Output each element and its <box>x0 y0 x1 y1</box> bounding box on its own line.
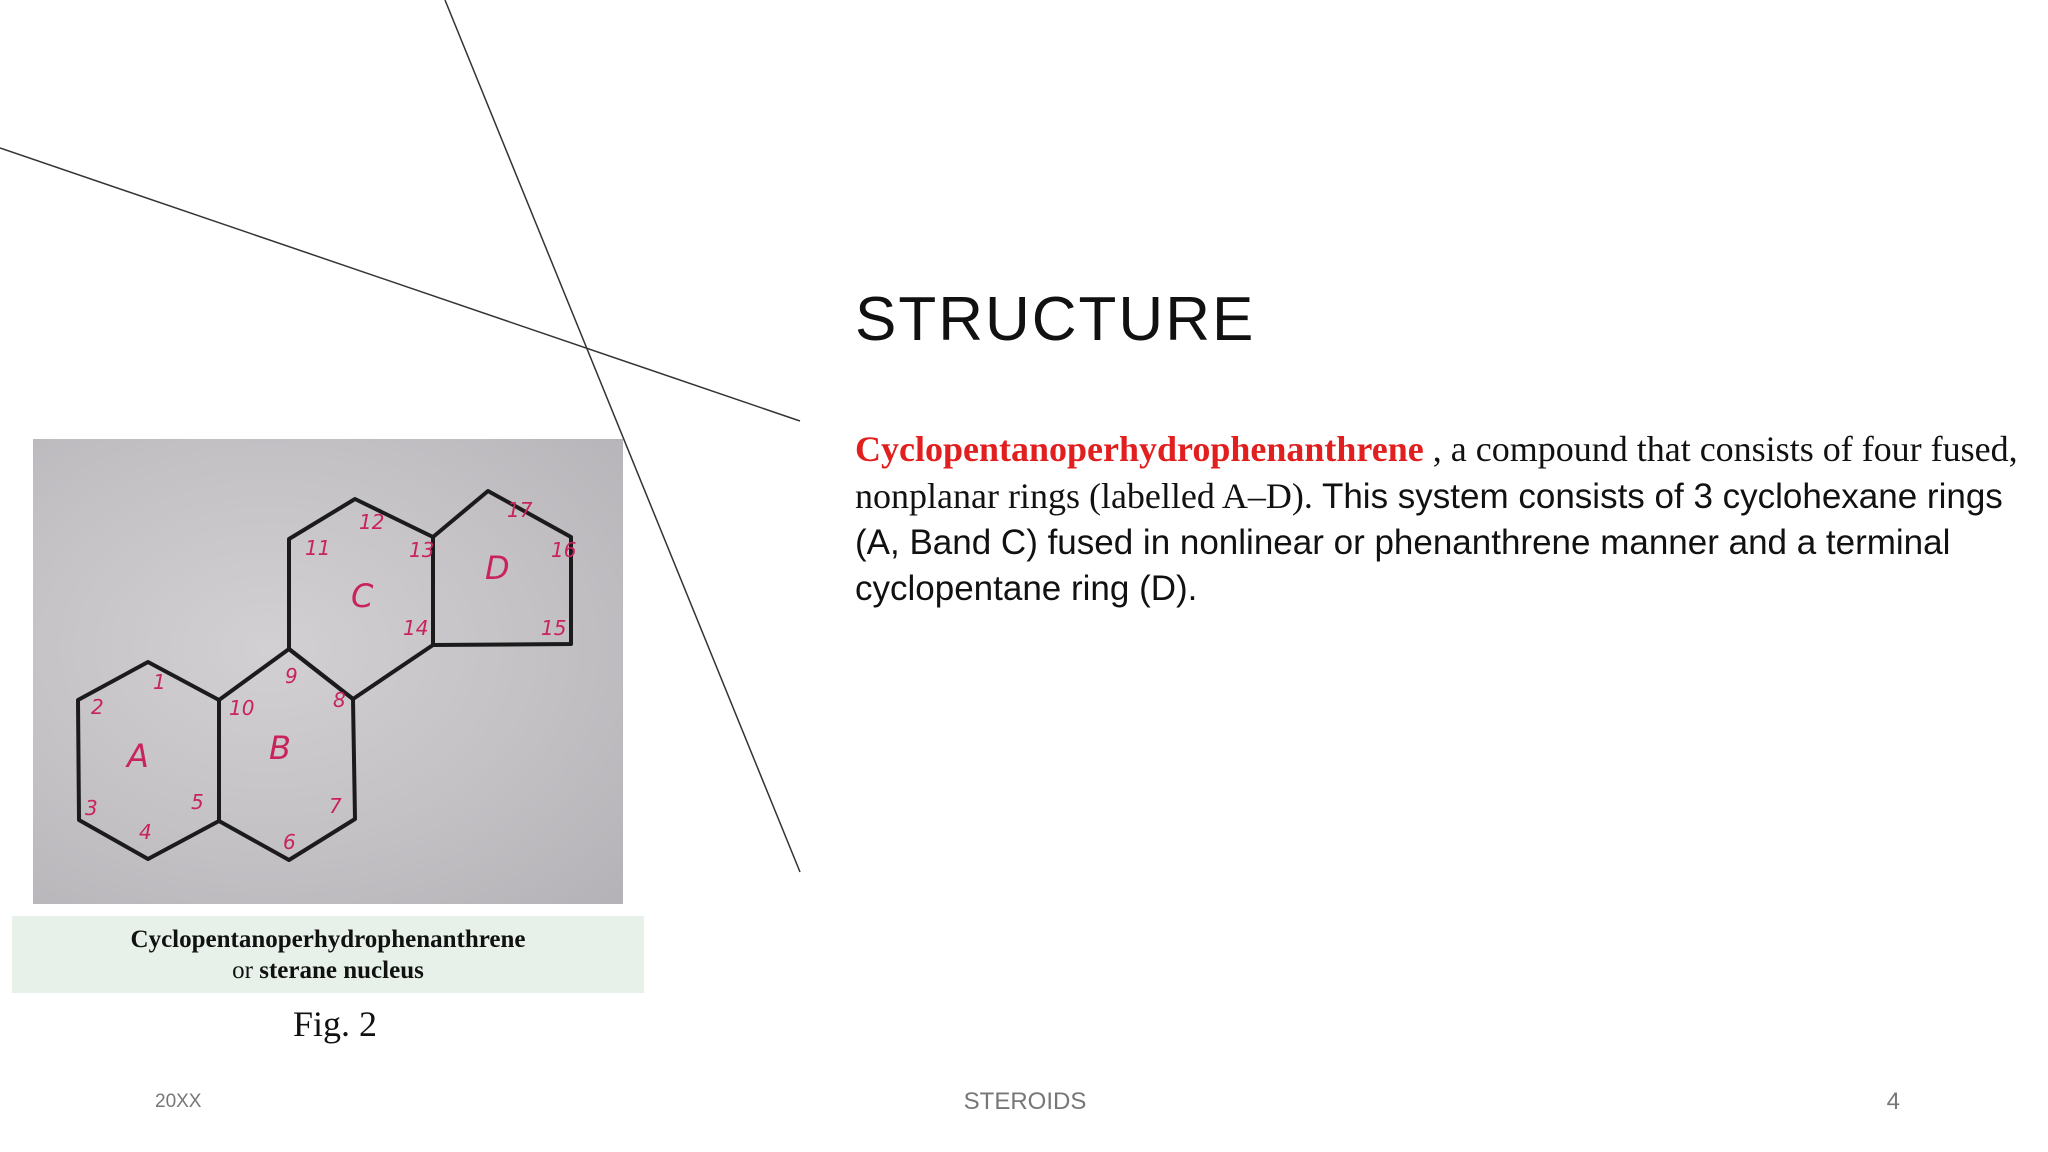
atom-number-8: 8 <box>333 688 346 712</box>
ring-letter-a: A <box>127 737 149 775</box>
ring-letter-c: C <box>351 577 374 615</box>
figure-label: Fig. 2 <box>292 1004 378 1044</box>
deco-line-1 <box>0 148 800 421</box>
ring-letters <box>125 549 510 775</box>
atom-number-7: 7 <box>329 794 342 818</box>
ring-letter-d: D <box>485 549 510 587</box>
figure-caption-prefix: or <box>232 956 260 984</box>
footer-title: STEROIDS <box>963 1088 1087 1115</box>
atom-number-3: 3 <box>85 796 98 820</box>
body-paragraph <box>855 426 2035 612</box>
atom-number-1: 1 <box>153 670 166 694</box>
figure-caption <box>12 916 644 993</box>
footer-date: 20XX <box>155 1091 202 1112</box>
atom-number-17: 17 <box>507 498 533 522</box>
atom-number-16: 16 <box>551 538 577 562</box>
atom-number-9: 9 <box>285 664 298 688</box>
atom-number-2: 2 <box>91 695 104 719</box>
atom-number-12: 12 <box>359 510 385 534</box>
slide-title: STRUCTURE <box>855 285 1256 354</box>
atom-number-10: 10 <box>229 696 255 720</box>
body-sans-text: This system consists of 3 cyclohexane rings (A, Band C) fused in nonlinear or phenanthrene manner and a terminal cyclopentane ring (D). <box>855 477 2003 608</box>
atom-number-14: 14 <box>403 616 429 640</box>
atom-number-5: 5 <box>191 790 204 814</box>
highlighted-term: Cyclopentanoperhydrophenanthrene <box>855 429 1424 469</box>
figure-photo <box>33 439 623 904</box>
footer-page-number: 4 <box>1886 1088 1900 1115</box>
body-serif-text: , a compound that consists of four fused, nonplanar rings (labelled A–D). <box>855 429 2018 516</box>
atom-number-6: 6 <box>283 830 296 854</box>
figure-caption-line2 <box>232 955 424 986</box>
atom-number-11: 11 <box>305 536 331 560</box>
ring-letter-b: B <box>269 729 291 767</box>
atom-number-13: 13 <box>409 538 435 562</box>
atom-number-4: 4 <box>139 820 152 844</box>
atom-number-15: 15 <box>541 616 567 640</box>
figure-caption-line1: Cyclopentanoperhydrophenanthrene <box>130 925 526 953</box>
figure-caption-bold: sterane nucleus <box>259 956 424 984</box>
sterane-drawing <box>33 439 623 904</box>
